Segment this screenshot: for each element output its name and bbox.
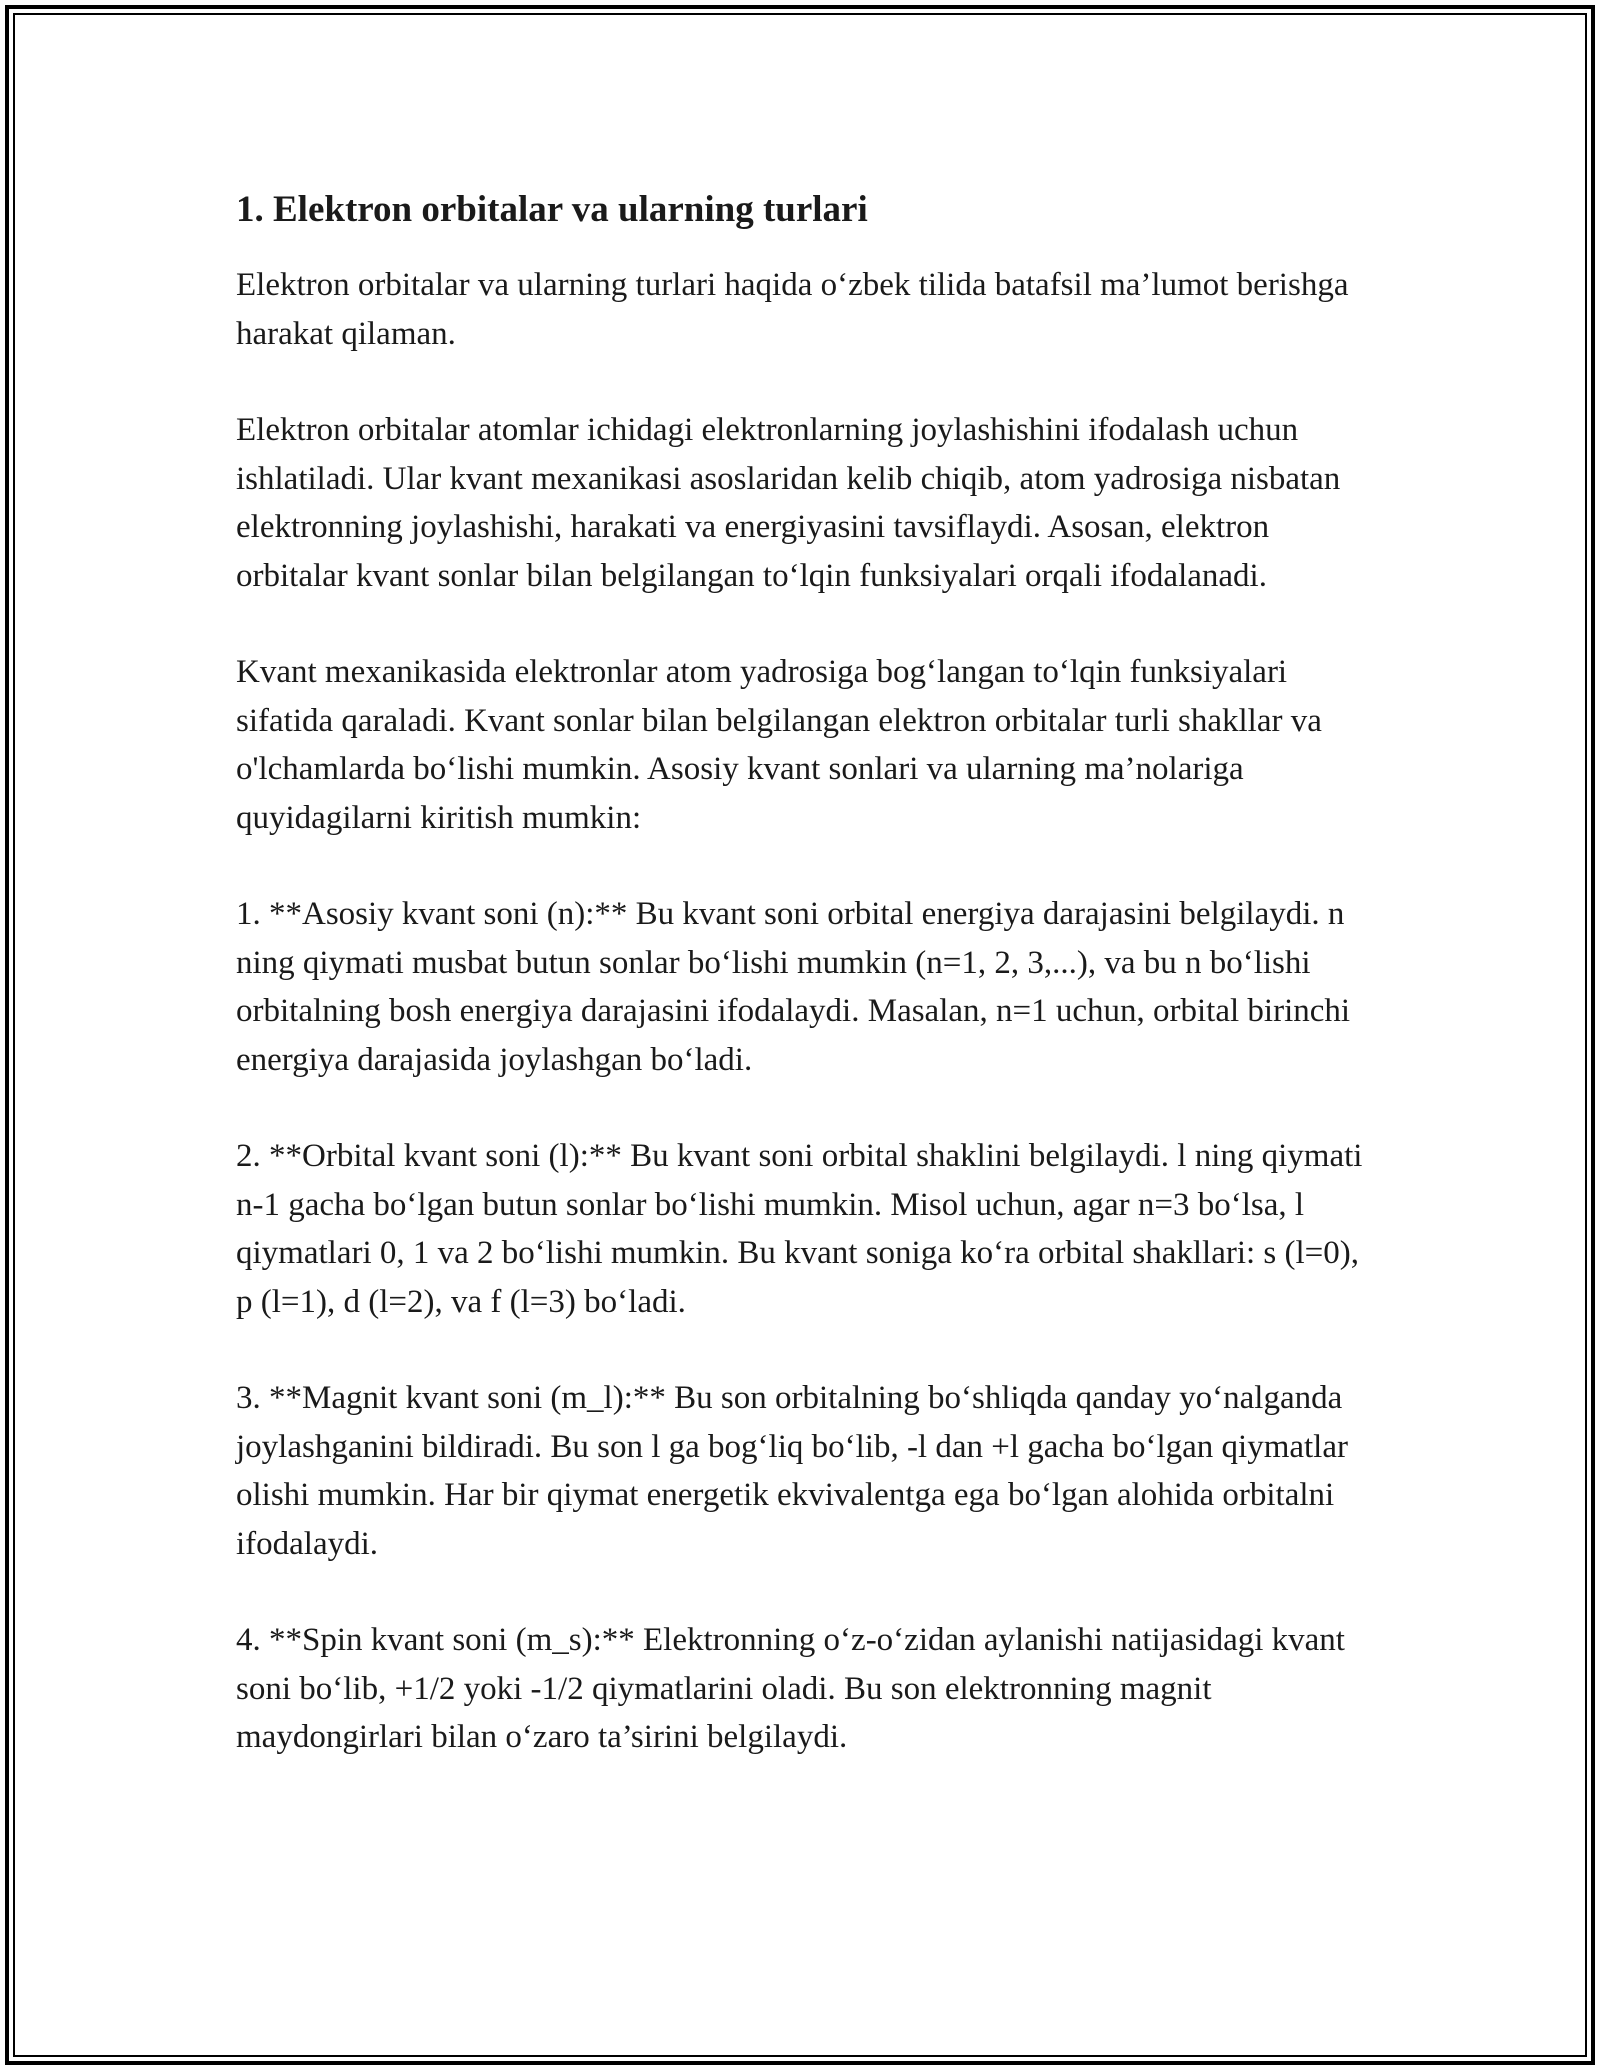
quantum-numbers-intro-paragraph: Kvant mexanikasida elektronlar atom yadrosiga bog‘langan to‘lqin funksiyalari sifatida qaraladi. Kvant sonlar bilan belgilangan elektron orbitalar turli shakllar va o'lchamlarda bo‘lishi mumkin. Asosiy kvant sonlari va ularning ma’nolariga quyidagilarni kiritish mumkin: (236, 654, 1322, 836)
spin-quantum-number-paragraph: 4. **Spin kvant soni (m_s):** Elektronning o‘z-o‘zidan aylanishi natijasidagi kvant soni bo‘lib, +1/2 yoki -1/2 qiymatlarini oladi. Bu son elektronning magnit maydongirlari bilan o‘zaro ta’sirini belgilaydi. (236, 1622, 1345, 1755)
document-body (236, 186, 1376, 1762)
magnetic-quantum-number-paragraph: 3. **Magnit kvant soni (m_l):** Bu son orbitalning bo‘shliqda qanday yo‘nalganda joylashganini bildiradi. Bu son l ga bog‘liq bo‘lib, -l dan +l gacha bo‘lgan qiymatlar olishi mumkin. Har bir qiymat energetik ekvivalentga ega bo‘lgan alohida orbitalni ifodalaydi. (236, 1380, 1348, 1562)
principal-quantum-number-paragraph: 1. **Asosiy kvant soni (n):** Bu kvant soni orbital energiya darajasini belgilaydi. n ning qiymati musbat butun sonlar bo‘lishi mumkin (n=1, 2, 3,...), va bu n bo‘lishi orbitalning bosh energiya darajasini ifodalaydi. Masalan, n=1 uchun, orbital birinchi energiya darajasida joylashgan bo‘ladi. (236, 896, 1351, 1078)
orbital-quantum-number-paragraph: 2. **Orbital kvant soni (l):** Bu kvant soni orbital shaklini belgilaydi. l ning qiymati n-1 gacha bo‘lgan butun sonlar bo‘lishi mumkin. Misol uchun, agar n=3 bo‘lsa, l qiymatlari 0, 1 va 2 bo‘lishi mumkin. Bu kvant soniga ko‘ra orbital shakllari: s (l=0), p (l=1), d (l=2), va f (l=3) bo‘ladi. (236, 1138, 1363, 1320)
intro-paragraph: Elektron orbitalar va ularning turlari haqida o‘zbek tilida batafsil ma’lumot berishga harakat qilaman. (236, 267, 1349, 352)
document-heading: 1. Elektron orbitalar va ularning turlari (236, 189, 868, 230)
orbitals-definition-paragraph: Elektron orbitalar atomlar ichidagi elektronlarning joylashishini ifodalash uchun ishlatiladi. Ular kvant mexanikasi asoslaridan kelib chiqib, atom yadrosiga nisbatan elektronning joylashishi, harakati va energiyasini tavsiflaydi. Asosan, elektron orbitalar kvant sonlar bilan belgilangan to‘lqin funksiyalari orqali ifodalanadi. (236, 412, 1341, 594)
